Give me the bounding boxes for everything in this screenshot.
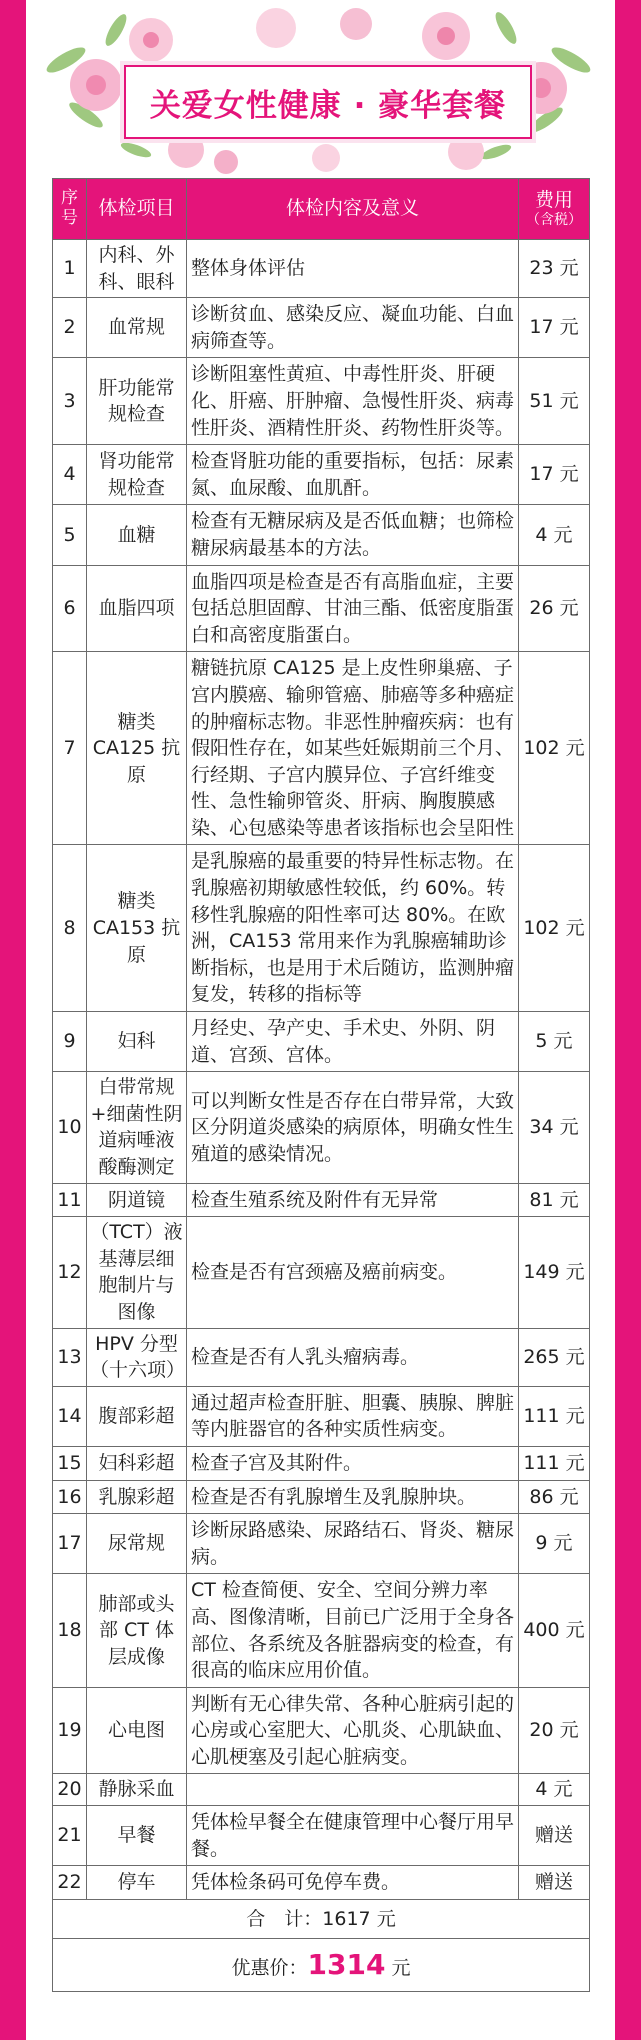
row-item: 肺部或头部 CT 体层成像: [87, 1574, 187, 1687]
table-row: [53, 1446, 590, 1480]
row-no: 19: [53, 1687, 87, 1774]
header-fee-label: 费用: [534, 189, 573, 212]
row-item: （TCT）液基薄层细胞制片与图像: [87, 1217, 187, 1328]
row-item: HPV 分型（十六项）: [87, 1328, 187, 1386]
row-no: 8: [53, 845, 87, 1012]
table-row: [53, 505, 590, 565]
row-item: 血脂四项: [87, 565, 187, 652]
row-desc: 月经史、孕产史、手术史、外阴、阴道、宫颈、宫体。: [187, 1012, 519, 1072]
row-fee: 赠送: [519, 1806, 590, 1866]
row-item: 血糖: [87, 505, 187, 565]
row-desc: 可以判断女性是否存在白带异常，大致区分阴道炎感染的病原体，明确女性生殖道的感染情况。: [187, 1072, 519, 1183]
row-item: 停车: [87, 1866, 187, 1900]
row-item: 早餐: [87, 1806, 187, 1866]
row-fee: 34 元: [519, 1072, 590, 1183]
table-body: [53, 240, 590, 1900]
row-item: 肾功能常规检查: [87, 445, 187, 505]
table-row: [53, 1217, 590, 1328]
row-fee: 400 元: [519, 1574, 590, 1687]
row-no: 20: [53, 1774, 87, 1806]
row-item: 心电图: [87, 1687, 187, 1774]
right-border: [615, 0, 641, 2040]
row-fee: 111 元: [519, 1446, 590, 1480]
row-desc: 检查是否有人乳头瘤病毒。: [187, 1328, 519, 1386]
row-fee: 赠送: [519, 1866, 590, 1900]
row-fee: 26 元: [519, 565, 590, 652]
row-item: 阴道镜: [87, 1183, 187, 1217]
row-fee: 23 元: [519, 240, 590, 298]
row-item: 妇科: [87, 1012, 187, 1072]
row-no: 1: [53, 240, 87, 298]
row-fee: 81 元: [519, 1183, 590, 1217]
row-no: 3: [53, 358, 87, 445]
row-fee: 17 元: [519, 445, 590, 505]
row-no: 6: [53, 565, 87, 652]
row-item: 白带常规+细菌性阴道病唾液酸酶测定: [87, 1072, 187, 1183]
row-desc: 判断有无心律失常、各种心脏病引起的心房或心室肥大、心肌炎、心肌缺血、心肌梗塞及引起心脏病变。: [187, 1687, 519, 1774]
row-no: 2: [53, 298, 87, 358]
table-row: [53, 1012, 590, 1072]
table-row: [53, 358, 590, 445]
discount-unit: 元: [385, 1957, 411, 1980]
table-header-row: [53, 179, 590, 240]
row-desc: 检查肾脏功能的重要指标，包括：尿素氮、血尿酸、血肌酐。: [187, 445, 519, 505]
row-no: 7: [53, 652, 87, 845]
row-fee: 5 元: [519, 1012, 590, 1072]
row-item: 静脉采血: [87, 1774, 187, 1806]
table-row: [53, 1328, 590, 1386]
row-desc: 糖链抗原 CA125 是上皮性卵巢癌、子宫内膜癌、输卵管癌、肺癌等多种癌症的肿瘤标志物。非恶性肿瘤疾病：也有假阳性存在，如某些妊娠期前三个月、行经期、子宫内膜异位、子宫纤维变性、急性输卵管炎、肝病、胸腹膜感染、心包感染等患者该指标也会呈阳性: [187, 652, 519, 845]
package-table: [52, 178, 590, 1992]
discount-row: [53, 1939, 590, 1991]
row-no: 18: [53, 1574, 87, 1687]
row-desc: 检查子宫及其附件。: [187, 1446, 519, 1480]
discount-label: 优惠价：: [231, 1957, 308, 1980]
discount-cell: [53, 1939, 590, 1991]
row-fee: 17 元: [519, 298, 590, 358]
row-desc: 检查生殖系统及附件有无异常: [187, 1183, 519, 1217]
row-item: 乳腺彩超: [87, 1480, 187, 1514]
header-item: 体检项目: [87, 179, 187, 240]
table-row: [53, 1574, 590, 1687]
table-row: [53, 445, 590, 505]
row-item: 血常规: [87, 298, 187, 358]
row-fee: 111 元: [519, 1386, 590, 1446]
row-fee: 149 元: [519, 1217, 590, 1328]
table-row: [53, 1774, 590, 1806]
row-no: 21: [53, 1806, 87, 1866]
header-banner: [26, 0, 615, 178]
table-row: [53, 1183, 590, 1217]
row-fee: 265 元: [519, 1328, 590, 1386]
row-desc: [187, 1774, 519, 1806]
total-row: [53, 1899, 590, 1939]
row-no: 15: [53, 1446, 87, 1480]
row-desc: 整体身体评估: [187, 240, 519, 298]
row-desc: 诊断阻塞性黄疸、中毒性肝炎、肝硬化、肝癌、肝肿瘤、急慢性肝炎、病毒性肝炎、酒精性肝炎、药物性肝炎等。: [187, 358, 519, 445]
table-row: [53, 240, 590, 298]
header-no: 序号: [53, 179, 87, 240]
table-row: [53, 1866, 590, 1900]
row-no: 22: [53, 1866, 87, 1900]
row-no: 12: [53, 1217, 87, 1328]
table-row: [53, 1687, 590, 1774]
row-desc: 凭体检早餐全在健康管理中心餐厅用早餐。: [187, 1806, 519, 1866]
row-fee: 9 元: [519, 1514, 590, 1574]
table-row: [53, 1514, 590, 1574]
row-desc: 诊断贫血、感染反应、凝血功能、白血病筛查等。: [187, 298, 519, 358]
row-item: 糖类 CA125 抗原: [87, 652, 187, 845]
table-row: [53, 1072, 590, 1183]
title-box: [124, 65, 532, 139]
left-border: [0, 0, 26, 2040]
row-desc: CT 检查简便、安全、空间分辨力率高、图像清晰，目前已广泛用于全身各部位、各系统及各脏器病变的检查，有很高的临床应用价值。: [187, 1574, 519, 1687]
table-row: [53, 565, 590, 652]
row-no: 13: [53, 1328, 87, 1386]
row-desc: 检查有无糖尿病及是否低血糖；也筛检糖尿病最基本的方法。: [187, 505, 519, 565]
row-fee: 51 元: [519, 358, 590, 445]
row-no: 9: [53, 1012, 87, 1072]
row-no: 17: [53, 1514, 87, 1574]
row-item: 妇科彩超: [87, 1446, 187, 1480]
row-fee: 4 元: [519, 1774, 590, 1806]
row-desc: 通过超声检查肝脏、胆囊、胰腺、脾脏等内脏器官的各种实质性病变。: [187, 1386, 519, 1446]
header-fee: [519, 179, 590, 240]
table-row: [53, 845, 590, 1012]
row-item: 腹部彩超: [87, 1386, 187, 1446]
row-no: 16: [53, 1480, 87, 1514]
total-cell: 合 计：1617 元: [53, 1899, 590, 1939]
table-row: [53, 652, 590, 845]
table-row: [53, 1386, 590, 1446]
row-desc: 是乳腺癌的最重要的特异性标志物。在乳腺癌初期敏感性较低，约 60%。转移性乳腺癌的阳性率可达 80%。在欧洲，CA153 常用来作为乳腺癌辅助诊断指标，也是用于术后随访，监测肿瘤复发，转移的指标等: [187, 845, 519, 1012]
row-desc: 检查是否有宫颈癌及癌前病变。: [187, 1217, 519, 1328]
row-fee: 102 元: [519, 652, 590, 845]
row-no: 4: [53, 445, 87, 505]
row-item: 糖类 CA153 抗原: [87, 845, 187, 1012]
row-fee: 102 元: [519, 845, 590, 1012]
page-title: 关爱女性健康 · 豪华套餐: [149, 87, 507, 124]
row-fee: 4 元: [519, 505, 590, 565]
row-desc: 血脂四项是检查是否有高脂血症，主要包括总胆固醇、甘油三酯、低密度脂蛋白和高密度脂蛋白。: [187, 565, 519, 652]
table-row: [53, 1806, 590, 1866]
row-desc: 诊断尿路感染、尿路结石、肾炎、糖尿病。: [187, 1514, 519, 1574]
row-no: 5: [53, 505, 87, 565]
row-fee: 20 元: [519, 1687, 590, 1774]
row-no: 11: [53, 1183, 87, 1217]
header-fee-sub: （含税）: [526, 211, 582, 228]
package-table-wrapper: [52, 178, 589, 1992]
row-desc: 凭体检条码可免停车费。: [187, 1866, 519, 1900]
row-item: 内科、外科、眼科: [87, 240, 187, 298]
header-desc: 体检内容及意义: [187, 179, 519, 240]
row-no: 14: [53, 1386, 87, 1446]
row-fee: 86 元: [519, 1480, 590, 1514]
table-row: [53, 298, 590, 358]
table-row: [53, 1480, 590, 1514]
discount-price: 1314: [307, 1948, 386, 1982]
row-item: 尿常规: [87, 1514, 187, 1574]
row-item: 肝功能常规检查: [87, 358, 187, 445]
row-desc: 检查是否有乳腺增生及乳腺肿块。: [187, 1480, 519, 1514]
row-no: 10: [53, 1072, 87, 1183]
